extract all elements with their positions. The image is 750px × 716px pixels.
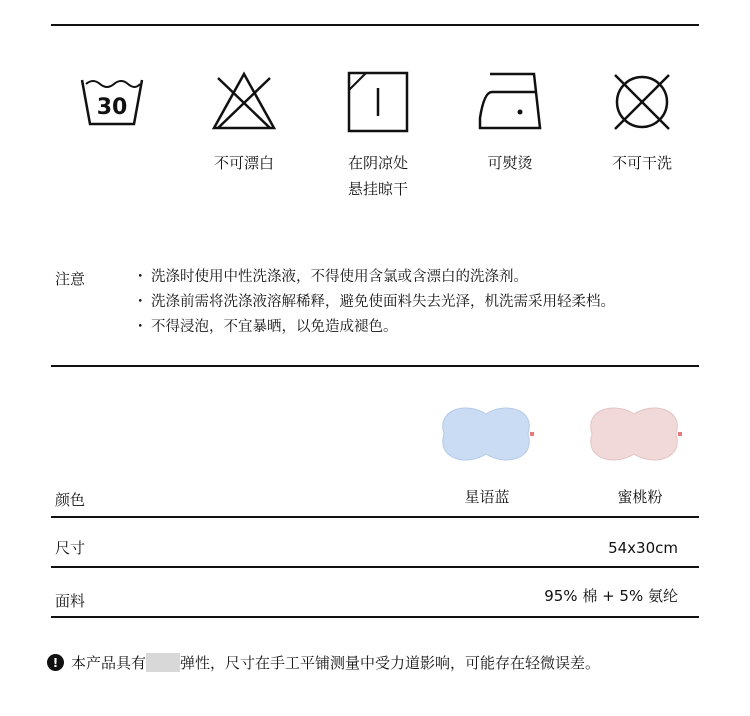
no-bleach-label: 不可漂白 bbox=[213, 154, 274, 172]
no-dry-clean-icon bbox=[610, 70, 674, 134]
fabric-label: 面料 bbox=[55, 592, 86, 610]
color-pink-name: 蜜桃粉 bbox=[617, 488, 663, 506]
spec-bottom-divider bbox=[51, 616, 699, 618]
shade-dry-label: 在阴凉处 悬挂晾干 bbox=[347, 154, 408, 198]
wash-30-icon bbox=[80, 70, 144, 134]
shade-dry-icon bbox=[346, 70, 410, 134]
size-value: 54x30cm bbox=[608, 539, 678, 557]
spec-top-divider bbox=[51, 365, 699, 367]
redacted-blur bbox=[146, 653, 180, 672]
notes-title: 注意 bbox=[55, 270, 86, 288]
iron-low-label: 可熨烫 bbox=[487, 154, 533, 172]
note-item: ・ 洗涤前需将洗涤液溶解稀释，避免使面料失去光泽，机洗需采用轻柔档。 bbox=[133, 290, 615, 315]
swatch-blue-pillow bbox=[434, 402, 538, 466]
row-divider bbox=[51, 566, 699, 568]
exclamation-icon: ! bbox=[47, 654, 64, 671]
row-divider bbox=[51, 516, 699, 518]
notes-list bbox=[133, 265, 615, 340]
no-bleach-icon bbox=[212, 70, 276, 134]
note-item: ・ 洗涤时使用中性洗涤液，不得使用含氯或含漂白的洗涤剂。 bbox=[133, 265, 615, 290]
top-divider bbox=[51, 24, 699, 26]
note-item: ・ 不得浸泡，不宜暴晒，以免造成褪色。 bbox=[133, 315, 615, 340]
swatch-pink-pillow bbox=[582, 402, 686, 466]
color-blue-name: 星语蓝 bbox=[464, 488, 510, 506]
size-label: 尺寸 bbox=[55, 539, 86, 557]
color-label: 颜色 bbox=[55, 491, 86, 509]
no-dry-clean-label: 不可干洗 bbox=[611, 154, 672, 172]
footer-notice bbox=[47, 652, 600, 673]
wash-temp: 30 bbox=[96, 95, 128, 120]
fabric-value: 95% 棉 + 5% 氨纶 bbox=[544, 587, 678, 605]
iron-low-icon bbox=[478, 70, 542, 134]
footer-suffix: 弹性，尺寸在手工平铺测量中受力道影响，可能存在轻微误差。 bbox=[180, 654, 601, 672]
footer-prefix: 本产品具有 bbox=[71, 654, 147, 672]
